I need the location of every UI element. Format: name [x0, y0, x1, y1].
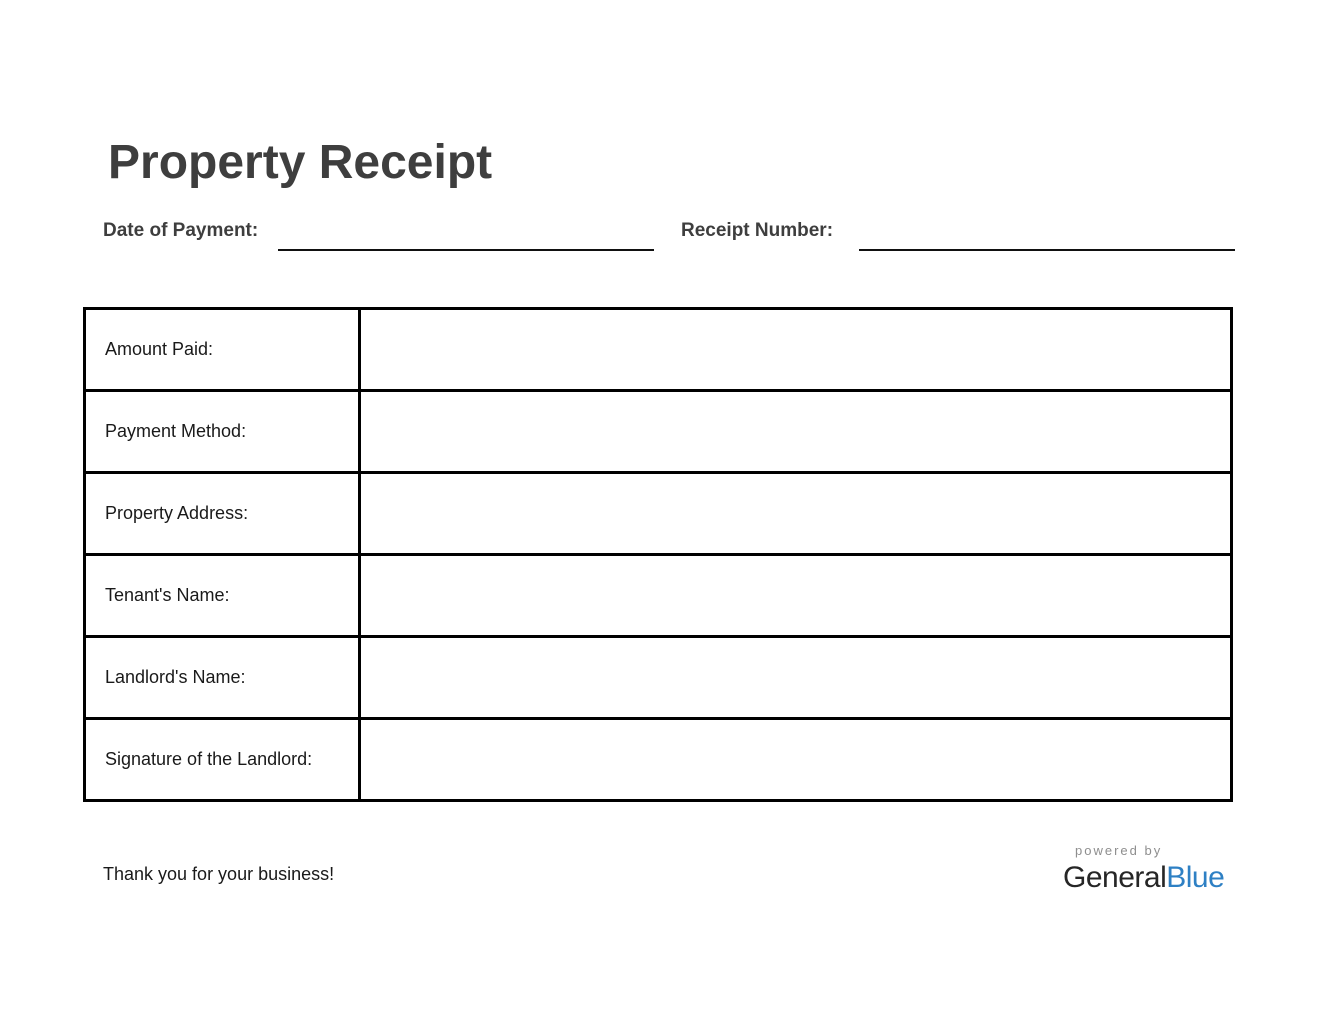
property-address-label: Property Address: — [85, 473, 360, 555]
table-row — [85, 719, 1232, 801]
brand-wordmark — [1063, 862, 1224, 894]
receipt-table — [83, 307, 1233, 802]
general-blue-logo — [1063, 843, 1224, 894]
receipt-number-line[interactable] — [859, 249, 1235, 251]
table-row — [85, 555, 1232, 637]
tenants-name-label: Tenant's Name: — [85, 555, 360, 637]
landlords-name-value[interactable] — [360, 637, 1232, 719]
payment-method-label: Payment Method: — [85, 391, 360, 473]
table-row — [85, 637, 1232, 719]
date-of-payment-line[interactable] — [278, 249, 654, 251]
date-of-payment-label: Date of Payment: — [103, 220, 259, 241]
landlords-name-label: Landlord's Name: — [85, 637, 360, 719]
signature-of-landlord-value[interactable] — [360, 719, 1232, 801]
brand-blue-text: Blue — [1166, 861, 1225, 894]
payment-method-value[interactable] — [360, 391, 1232, 473]
receipt-number-label: Receipt Number: — [681, 220, 834, 241]
amount-paid-value[interactable] — [360, 309, 1232, 391]
page-title: Property Receipt — [108, 136, 493, 190]
brand-general-text: General — [1063, 861, 1167, 894]
table-row — [85, 473, 1232, 555]
property-address-value[interactable] — [360, 473, 1232, 555]
amount-paid-label: Amount Paid: — [85, 309, 360, 391]
powered-by-text: powered by — [1075, 843, 1163, 858]
table-row — [85, 309, 1232, 391]
thank-you-message: Thank you for your business! — [103, 864, 335, 884]
signature-of-landlord-label: Signature of the Landlord: — [85, 719, 360, 801]
table-row — [85, 391, 1232, 473]
tenants-name-value[interactable] — [360, 555, 1232, 637]
